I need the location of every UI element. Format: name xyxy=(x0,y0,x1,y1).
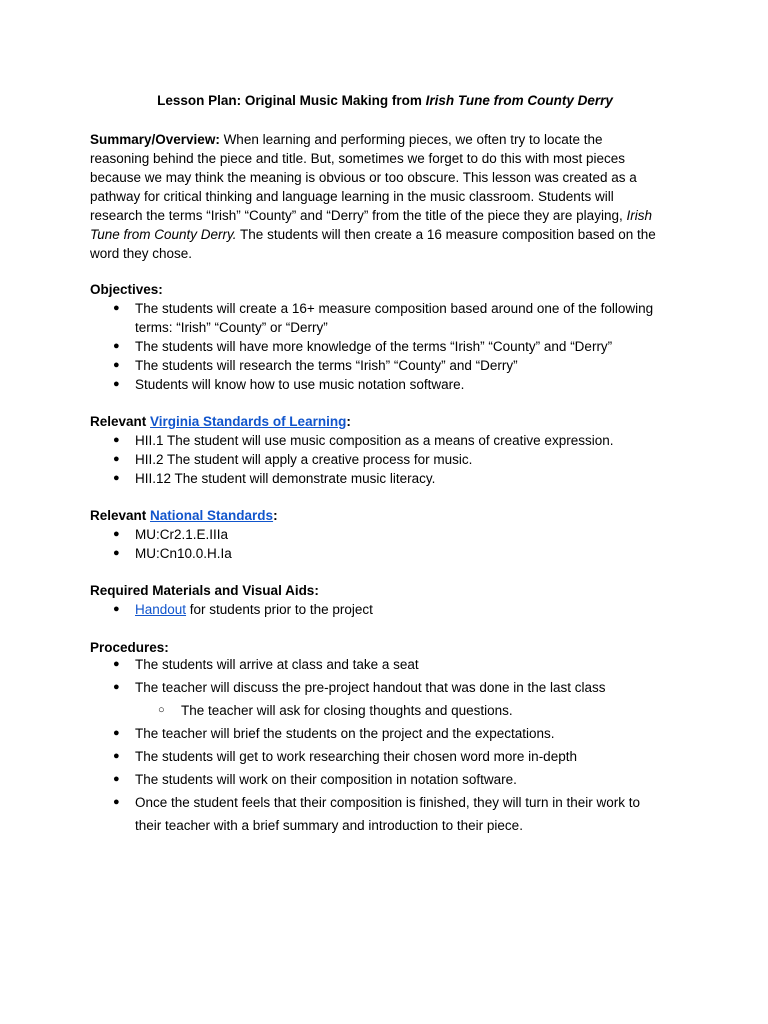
bullet-icon: ● xyxy=(113,378,120,390)
bullet-icon: ● xyxy=(113,796,120,808)
list-item: ● Once the student feels that their composition is finished, they will turn in their work to xyxy=(90,791,680,814)
bullet-icon: ● xyxy=(113,603,120,615)
list-item: ● The students will get to work researching their chosen word more in-depth xyxy=(90,745,680,768)
list-item: ● The students will arrive at class and take a seat xyxy=(90,653,680,676)
list-item: ● MU:Cn10.0.H.Ia xyxy=(113,546,232,561)
summary-paragraph xyxy=(90,130,680,263)
list-item: ● The students will work on their composition in notation software. xyxy=(90,768,680,791)
summary-line-1: When learning and performing pieces, we often try to locate the xyxy=(219,132,603,147)
national-standards-heading: Relevant National Standards: xyxy=(90,508,278,523)
list-item: ● The students will create a 16+ measure composition based around one of the following xyxy=(113,301,654,316)
virginia-standards-link[interactable]: Virginia Standards of Learning xyxy=(150,414,347,429)
summary-italic-line: Tune from County Derry. xyxy=(90,227,237,242)
list-item: ● The teacher will brief the students on the project and the expectations. xyxy=(90,722,680,745)
national-standards-list xyxy=(90,525,680,563)
materials-heading: Required Materials and Visual Aids: xyxy=(90,583,319,598)
bullet-icon: ● xyxy=(113,547,120,559)
list-item: ● The students will have more knowledge of the terms “Irish” “County” and “Derry” xyxy=(113,339,613,354)
list-item: ● MU:Cr2.1.E.IIIa xyxy=(113,527,229,542)
objectives-list xyxy=(90,299,680,394)
title-prefix: Lesson Plan: Original Music Making from xyxy=(157,93,426,108)
bullet-icon: ● xyxy=(113,528,120,540)
list-item: ● HII.1 The student will use music composition as a means of creative expression. xyxy=(113,433,614,448)
list-item: ● The teacher will discuss the pre-project handout that was done in the last class xyxy=(90,676,680,699)
summary-italic-tail: Irish xyxy=(626,208,652,223)
list-item: ● The students will research the terms “Irish” “County” and “Derry” xyxy=(113,358,518,373)
summary-line-3: because we may think the meaning is obvious or too obscure. This lesson was created as a xyxy=(90,170,637,185)
summary-line-2: reasoning behind the piece and title. But, sometimes we forget to do this with most pieces xyxy=(90,151,626,166)
bullet-icon: ● xyxy=(113,359,120,371)
page-title xyxy=(90,91,680,110)
materials-list xyxy=(90,600,680,619)
procedures-list xyxy=(90,653,680,837)
list-item: ● HII.2 The student will apply a creative process for music. xyxy=(113,452,473,467)
list-item: their teacher with a brief summary and introduction to their piece. xyxy=(135,818,523,833)
list-item: ● Handout for students prior to the project xyxy=(113,602,373,617)
national-standards-link[interactable]: National Standards xyxy=(150,508,274,523)
list-item: ● Students will know how to use music notation software. xyxy=(113,377,465,392)
procedures-heading: Procedures: xyxy=(90,640,169,655)
bullet-icon: ● xyxy=(113,773,120,785)
list-item: terms: “Irish” “County” or “Derry” xyxy=(135,320,328,335)
summary-line-4: pathway for critical thinking and language learning in the music classroom. Students will xyxy=(90,189,614,204)
list-item: ○ The teacher will ask for closing thoughts and questions. xyxy=(90,699,680,722)
list-item: ● HII.12 The student will demonstrate music literacy. xyxy=(113,471,436,486)
sub-bullet-icon: ○ xyxy=(158,704,165,716)
virginia-standards-heading: Relevant Virginia Standards of Learning: xyxy=(90,414,351,429)
bullet-icon: ● xyxy=(113,727,120,739)
objectives-heading: Objectives: xyxy=(90,282,163,297)
virginia-standards-list xyxy=(90,431,680,488)
summary-after-italic: The students will then create a 16 measure composition based on the xyxy=(236,227,656,242)
bullet-icon: ● xyxy=(113,453,120,465)
bullet-icon: ● xyxy=(113,302,120,314)
summary-label: Summary/Overview: xyxy=(90,132,220,147)
summary-last-line: word they chose. xyxy=(90,246,193,261)
bullet-icon: ● xyxy=(113,750,120,762)
bullet-icon: ● xyxy=(113,472,120,484)
bullet-icon: ● xyxy=(113,434,120,446)
bullet-icon: ● xyxy=(113,681,120,693)
summary-line-5: research the terms “Irish” “County” and “Derry” from the title of the piece they are playing, xyxy=(90,208,627,223)
bullet-icon: ● xyxy=(113,658,120,670)
title-italic: Irish Tune from County Derry xyxy=(425,93,613,108)
bullet-icon: ● xyxy=(113,340,120,352)
handout-link[interactable]: Handout xyxy=(135,602,187,617)
